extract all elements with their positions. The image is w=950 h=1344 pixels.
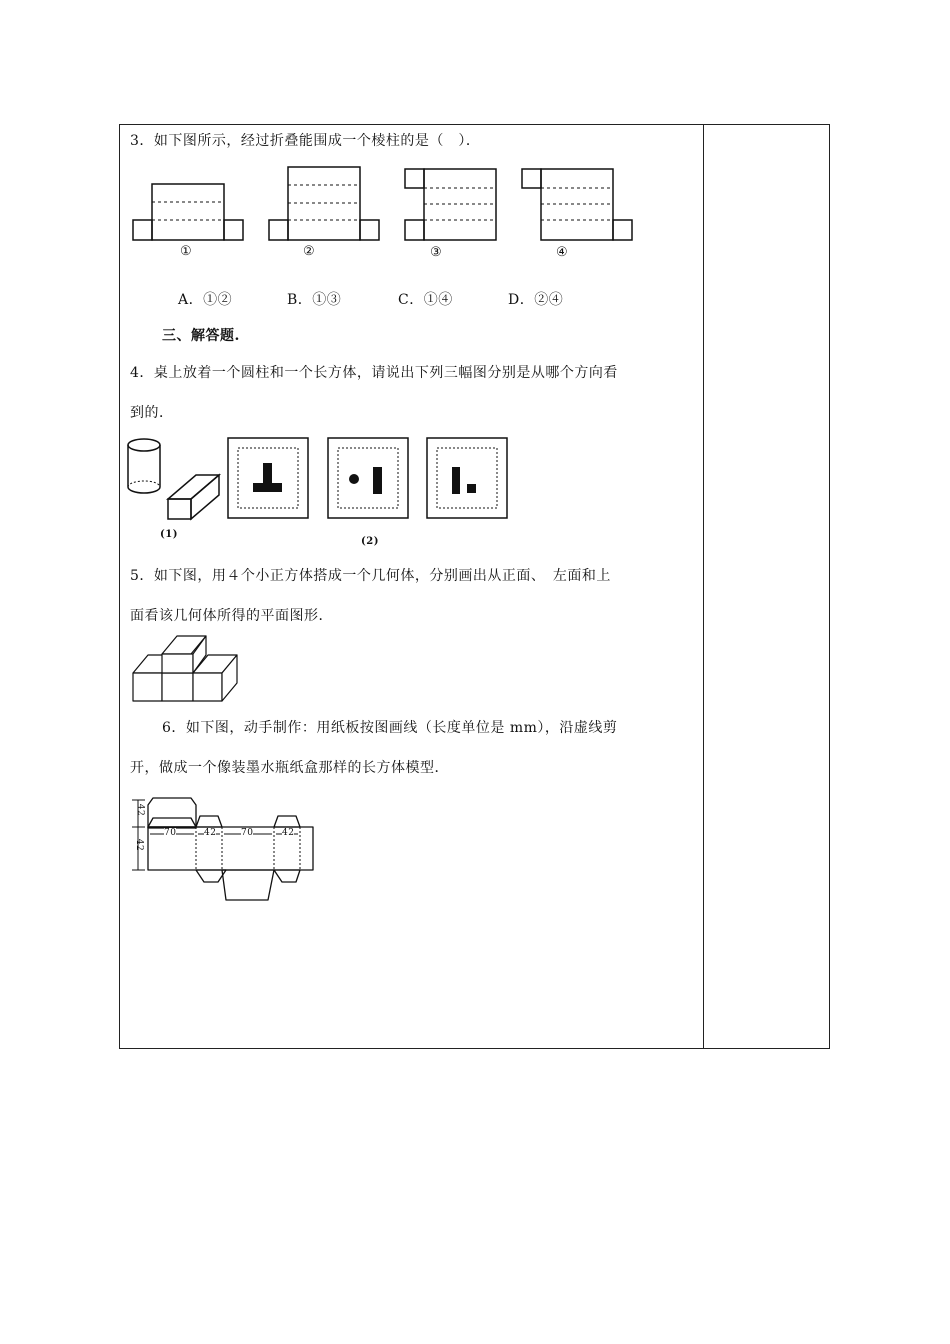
q3-option-a: A．①② xyxy=(178,292,233,308)
q6-dim-42-right: 42 xyxy=(282,828,295,838)
q6-text-line2: 开，做成一个像装墨水瓶纸盒那样的长方体模型． xyxy=(130,760,449,776)
q4-label-1: (1) xyxy=(160,529,178,540)
q4-label-2: (2) xyxy=(361,536,379,547)
q3-label-1: ① xyxy=(180,244,193,259)
q3-label-4: ④ xyxy=(556,245,569,260)
q3-option-c: C．①④ xyxy=(398,292,453,308)
section-heading: 三、解答题. xyxy=(162,328,240,344)
q6-dim-42-vert-side: 42 xyxy=(134,838,145,852)
q6-dim-70-left: 70 xyxy=(164,828,177,838)
q3-option-b: B．①③ xyxy=(287,292,342,308)
q3-option-d: D．②④ xyxy=(508,292,564,308)
q3-text: 3．如下图所示，经过折叠能围成一个棱柱的是（ ）． xyxy=(130,133,481,149)
q6-dim-70-right: 70 xyxy=(241,828,254,838)
q5-text-line2: 面看该几何体所得的平面图形． xyxy=(130,608,333,624)
q6-dim-42-left: 42 xyxy=(204,828,217,838)
q4-text-line1: 4．桌上放着一个圆柱和一个长方体，请说出下列三幅图分别是从哪个方向看 xyxy=(130,365,618,381)
q3-label-3: ③ xyxy=(430,245,443,260)
q5-text-line1: 5．如下图，用４个小正方体搭成一个几何体，分别画出从正面、 左面和上 xyxy=(130,568,611,584)
q6-text-line1: 6．如下图，动手制作：用纸板按图画线（长度单位是 mm），沿虚线剪 xyxy=(162,720,618,736)
q6-dim-42-vert-top: 42 xyxy=(135,803,146,817)
q3-label-2: ② xyxy=(303,244,316,259)
q4-text-line2: 到的． xyxy=(130,405,174,421)
